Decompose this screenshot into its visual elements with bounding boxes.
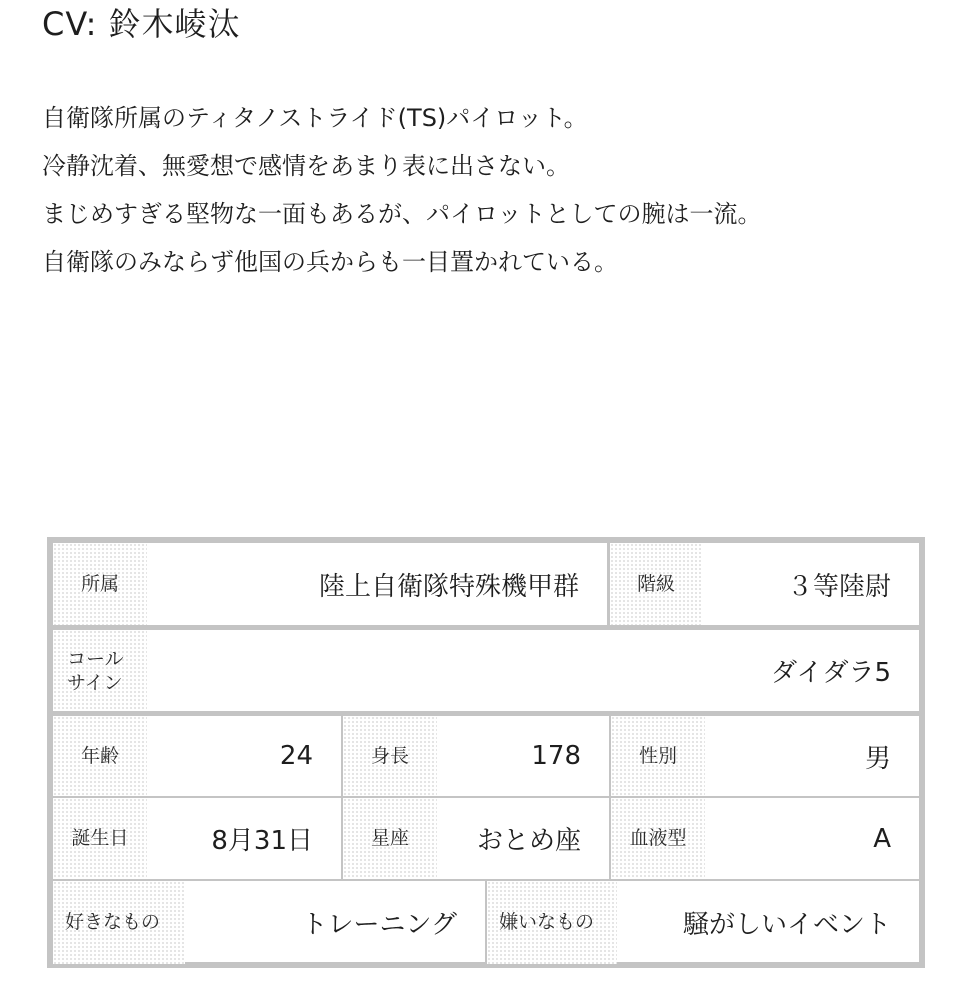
callsign-cell xyxy=(53,630,919,711)
description-line: 自衛隊のみならず他国の兵からも一目置かれている。 xyxy=(42,248,618,276)
description-line: まじめすぎる堅物な一面もあるが、パイロットとしての腕は一流。 xyxy=(42,200,762,228)
height-cell xyxy=(343,716,611,796)
callsign-value: ダイダラ5 xyxy=(770,658,891,688)
profile-row xyxy=(53,881,919,964)
zodiac-value: おとめ座 xyxy=(476,826,581,856)
profile-table xyxy=(47,537,925,968)
callsign-label-line: コール xyxy=(67,647,124,670)
affiliation-value: 陸上自衛隊特殊機甲群 xyxy=(318,571,579,602)
birthday-label: 誕生日 xyxy=(53,798,147,879)
dislikes-label: 嫌いなもの xyxy=(487,881,617,964)
birthday-cell xyxy=(53,798,343,879)
likes-cell xyxy=(53,881,487,964)
dislikes-value: 騒がしいイベント xyxy=(682,910,891,940)
zodiac-label: 星座 xyxy=(343,798,437,879)
age-cell xyxy=(53,716,343,796)
sex-label: 性別 xyxy=(611,716,705,796)
description-line: 自衛隊所属のティタノストライド(TS)パイロット。 xyxy=(42,104,588,132)
cv-heading: CV: 鈴木崚汰 xyxy=(42,5,241,43)
profile-row xyxy=(53,716,919,798)
height-value: 178 xyxy=(531,741,581,771)
blood-type-label: 血液型 xyxy=(611,798,705,879)
character-description xyxy=(42,94,762,286)
profile-row xyxy=(53,543,919,630)
rank-value: ３等陸尉 xyxy=(786,571,891,602)
likes-value: トレーニング xyxy=(301,910,457,940)
profile-row xyxy=(53,630,919,716)
affiliation-cell xyxy=(53,543,610,625)
birthday-value: 8月31日 xyxy=(211,826,313,856)
affiliation-label: 所属 xyxy=(53,543,147,625)
callsign-label xyxy=(53,630,147,711)
sex-cell xyxy=(611,716,919,796)
callsign-label-line: サイン xyxy=(67,671,123,694)
blood-type-value: A xyxy=(873,823,891,854)
dislikes-cell xyxy=(487,881,919,964)
profile-row xyxy=(53,798,919,881)
rank-cell xyxy=(610,543,919,625)
age-value: 24 xyxy=(279,741,313,771)
rank-label: 階級 xyxy=(610,543,702,625)
description-line: 冷静沈着、無愛想で感情をあまり表に出さない。 xyxy=(42,152,570,180)
likes-label: 好きなもの xyxy=(53,881,185,964)
height-label: 身長 xyxy=(343,716,437,796)
age-label: 年齢 xyxy=(53,716,147,796)
zodiac-cell xyxy=(343,798,611,879)
blood-type-cell xyxy=(611,798,919,879)
sex-value: 男 xyxy=(864,743,891,774)
